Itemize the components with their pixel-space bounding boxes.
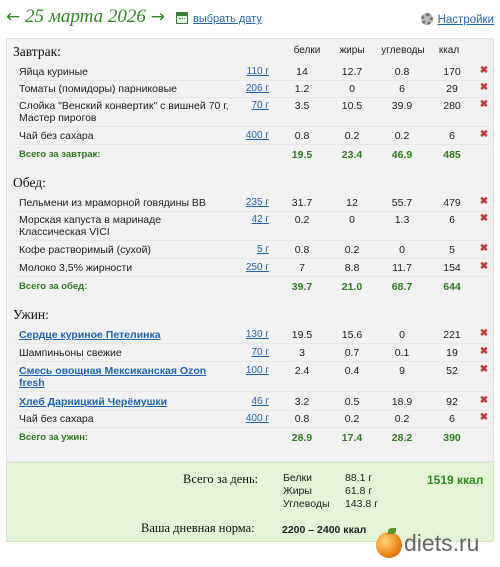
food-row: [13, 212, 489, 241]
food-amount[interactable]: 5 г: [257, 244, 269, 255]
food-carbs: 0.8: [394, 66, 410, 78]
summary-fat-value: 61.8 г: [345, 485, 373, 497]
pick-date-link[interactable]: выбрать дату: [193, 13, 262, 25]
food-protein: 14: [296, 66, 308, 78]
food-row: [13, 411, 489, 428]
food-amount[interactable]: 400 г: [245, 413, 269, 424]
food-name: Чай без сахара: [19, 130, 94, 142]
delete-icon[interactable]: ✖: [479, 328, 489, 339]
food-name-link[interactable]: Смесь овощная Мексиканская Ozon fresh: [19, 365, 207, 389]
food-row: [13, 98, 489, 127]
meal-total-label: Всего за завтрак:: [19, 149, 101, 160]
food-name: Молоко 3,5% жирности: [19, 262, 133, 274]
food-amount[interactable]: 70 г: [251, 100, 269, 111]
food-amount[interactable]: 100 г: [245, 365, 269, 376]
meal-total-label: Всего за ужин:: [19, 432, 89, 443]
food-fat: 0: [349, 214, 355, 226]
food-carbs: 6: [399, 83, 405, 95]
total-protein: 39.7: [291, 281, 313, 293]
logo-text: diets.ru: [404, 530, 480, 556]
meal-title-dinner: Ужин:: [13, 307, 49, 322]
food-protein: 0.8: [294, 130, 310, 142]
food-kcal: 6: [449, 214, 455, 226]
food-fat: 0.4: [344, 365, 360, 377]
meal-total-label: Всего за обед:: [19, 281, 88, 292]
food-row: [13, 128, 489, 145]
food-carbs: 0.1: [394, 347, 410, 359]
food-name: Шампиньоны свежие: [19, 347, 122, 359]
total-carbs: 46.9: [391, 149, 413, 161]
food-amount[interactable]: 250 г: [245, 262, 269, 273]
food-kcal: 52: [446, 365, 458, 377]
calendar-icon[interactable]: [176, 12, 188, 24]
food-fat: 0.2: [344, 413, 360, 425]
delete-icon[interactable]: ✖: [479, 65, 489, 76]
food-kcal: 6: [449, 130, 455, 142]
delete-icon[interactable]: ✖: [479, 364, 489, 375]
total-kcal: 390: [443, 432, 461, 444]
food-amount[interactable]: 46 г: [251, 396, 269, 407]
delete-icon[interactable]: ✖: [479, 129, 489, 140]
food-fat: 0.2: [344, 244, 360, 256]
settings-link[interactable]: [421, 13, 494, 26]
date-navigation: [6, 6, 165, 28]
food-kcal: 479: [443, 197, 461, 209]
food-kcal: 19: [446, 347, 458, 359]
settings-label: Настройки: [437, 14, 494, 26]
site-logo[interactable]: [376, 528, 498, 564]
delete-icon[interactable]: ✖: [479, 213, 489, 224]
food-amount[interactable]: 42 г: [251, 214, 269, 225]
total-fat: 17.4: [341, 432, 363, 444]
food-fat: 0.2: [344, 130, 360, 142]
food-fat: 0: [349, 83, 355, 95]
food-carbs: 0.2: [394, 413, 410, 425]
food-amount[interactable]: 206 г: [245, 83, 269, 94]
column-header-protein: белки: [293, 45, 321, 56]
food-kcal: 170: [443, 66, 461, 78]
delete-icon[interactable]: ✖: [479, 412, 489, 423]
total-kcal: 485: [443, 149, 461, 161]
leaf-icon: [388, 528, 396, 534]
gear-icon: [421, 13, 433, 25]
food-protein: 0.8: [294, 413, 310, 425]
total-kcal: 644: [443, 281, 461, 293]
food-name: Томаты (помидоры) парниковые: [19, 83, 177, 95]
food-amount[interactable]: 130 г: [245, 329, 269, 340]
apple-icon: [376, 532, 402, 558]
food-carbs: 9: [399, 365, 405, 377]
food-amount[interactable]: 235 г: [245, 197, 269, 208]
meal-title-breakfast: Завтрак:: [13, 44, 61, 59]
food-amount[interactable]: 110 г: [246, 66, 269, 77]
daily-norm-value: 2200 – 2400 ккал: [282, 524, 367, 536]
column-header-fat: жиры: [339, 45, 365, 56]
meal-title-lunch: Обед:: [13, 175, 46, 190]
food-carbs: 18.9: [391, 396, 413, 408]
food-kcal: 92: [446, 396, 458, 408]
food-carbs: 1.3: [394, 214, 410, 226]
food-name: Чай без сахара: [19, 413, 94, 425]
meal-total-row: [13, 278, 489, 295]
food-fat: 10.5: [341, 100, 363, 112]
food-amount[interactable]: 70 г: [251, 347, 269, 358]
delete-icon[interactable]: ✖: [479, 346, 489, 357]
food-name: Пельмени из мраморной говядины ВВ: [19, 197, 206, 209]
day-kcal-total: 1519 ккал: [427, 473, 484, 487]
summary-protein-label: Белки: [283, 472, 312, 484]
food-protein: 2.4: [294, 365, 310, 377]
food-name: Яйца куриные: [19, 66, 88, 78]
meal-total-row: [13, 146, 489, 163]
food-carbs: 55.7: [391, 197, 413, 209]
food-row: [13, 345, 489, 362]
food-kcal: 6: [449, 413, 455, 425]
delete-icon[interactable]: ✖: [479, 82, 489, 93]
next-day-arrow[interactable]: →: [150, 7, 165, 27]
column-header-carbs: углеводы: [381, 45, 425, 56]
food-kcal: 154: [443, 262, 461, 274]
total-carbs: 28.2: [391, 432, 413, 444]
food-protein: 3: [299, 347, 305, 359]
food-name-link[interactable]: Хлеб Дарницкий Черёмушки: [19, 396, 168, 408]
delete-icon[interactable]: ✖: [479, 196, 489, 207]
food-fat: 0.5: [344, 396, 360, 408]
previous-day-arrow[interactable]: ←: [6, 7, 21, 27]
delete-icon[interactable]: ✖: [479, 261, 489, 272]
total-protein: 28.9: [291, 432, 313, 444]
food-name: Кофе растворимый (сухой): [19, 244, 151, 256]
summary-carbs-label: Углеводы: [283, 498, 330, 510]
food-carbs: 11.7: [392, 262, 412, 274]
meal-total-row: [13, 429, 489, 446]
food-carbs: 0: [399, 329, 405, 341]
food-protein: 7: [299, 262, 305, 274]
day-total-label: Всего за день:: [183, 472, 259, 486]
food-carbs: 0: [399, 244, 405, 256]
food-protein: 1.2: [294, 83, 310, 95]
food-name: Морская капуста в маринаде Классическая VICI: [19, 214, 162, 238]
summary-protein-value: 88.1 г: [345, 472, 373, 484]
food-amount[interactable]: 400 г: [245, 130, 269, 141]
diary-panel: [6, 38, 494, 462]
food-fat: 12: [346, 197, 358, 209]
food-fat: 15.6: [341, 329, 363, 341]
food-kcal: 280: [443, 100, 461, 112]
food-fat: 0.7: [344, 347, 360, 359]
total-carbs: 68.7: [391, 281, 413, 293]
food-carbs: 0.2: [394, 130, 410, 142]
food-row: [13, 327, 489, 344]
food-name: Слойка "Венский конвертик" с вишней 70 г, Мастер пирогов: [19, 100, 229, 124]
total-protein: 19.5: [291, 149, 313, 161]
food-protein: 0.8: [294, 244, 310, 256]
food-carbs: 39.9: [391, 100, 413, 112]
food-fat: 12.7: [341, 66, 363, 78]
delete-icon[interactable]: ✖: [479, 395, 489, 406]
food-protein: 31.7: [291, 197, 313, 209]
delete-icon[interactable]: ✖: [479, 243, 489, 254]
total-fat: 21.0: [341, 281, 363, 293]
food-protein: 3.2: [294, 396, 310, 408]
food-name-link[interactable]: Сердце куриное Петелинка: [19, 329, 161, 341]
food-kcal: 29: [446, 83, 458, 95]
top-bar: [0, 0, 500, 38]
food-row: [13, 81, 489, 98]
food-protein: 0.2: [294, 214, 310, 226]
column-header-kcal: ккал: [438, 45, 460, 56]
food-row: [13, 242, 489, 259]
food-protein: 3.5: [294, 100, 310, 112]
summary-fat-label: Жиры: [283, 485, 312, 497]
food-row: [13, 394, 489, 411]
summary-carbs-value: 143.8 г: [345, 498, 379, 510]
food-kcal: 221: [443, 329, 461, 341]
food-row: [13, 363, 489, 392]
delete-icon[interactable]: ✖: [479, 99, 489, 110]
food-row: [13, 260, 489, 277]
food-protein: 19.5: [291, 329, 313, 341]
food-fat: 8.8: [344, 262, 360, 274]
food-row: [13, 64, 489, 81]
daily-norm-label: Ваша дневная норма:: [141, 521, 255, 535]
food-row: [13, 195, 489, 212]
food-kcal: 5: [449, 244, 455, 256]
total-fat: 23.4: [341, 149, 363, 161]
current-date: 25 марта 2026: [25, 6, 146, 27]
